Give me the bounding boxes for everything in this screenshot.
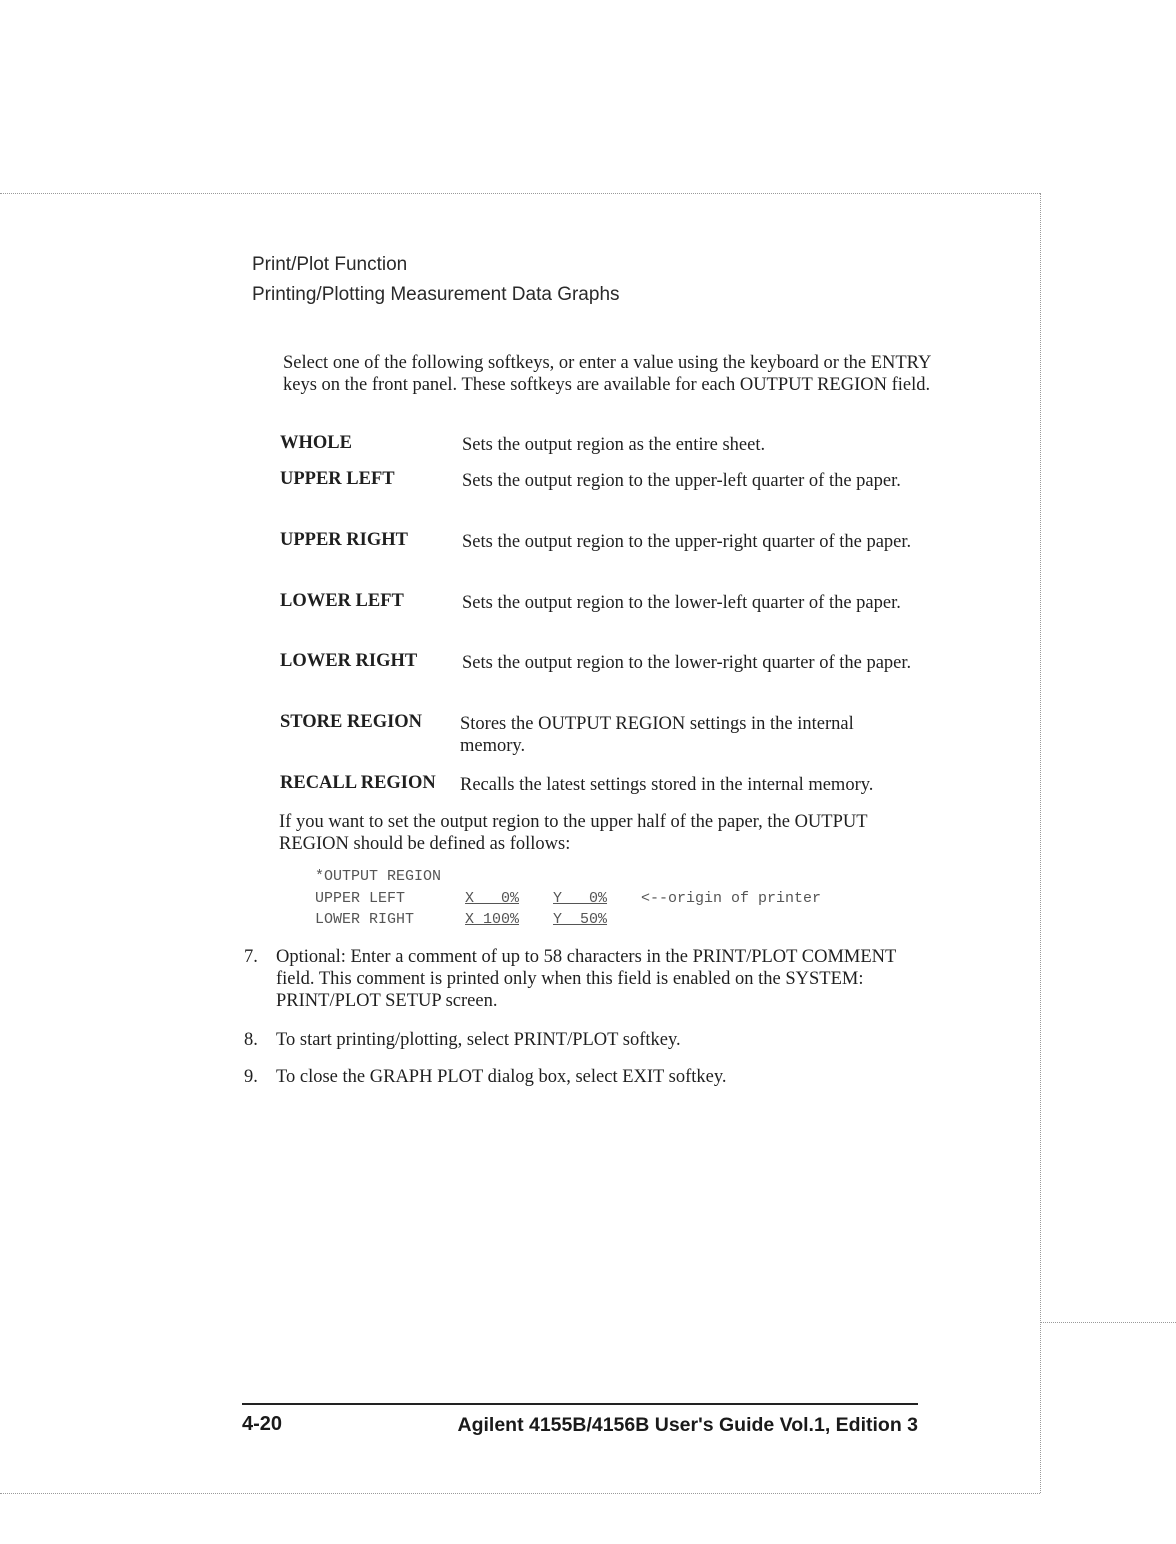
code-y-value: Y 0% — [553, 890, 608, 907]
softkey-description: Sets the output region as the entire sheet. — [462, 435, 766, 455]
softkey-description: Sets the output region to the lower-right quarter of the paper. — [462, 653, 912, 673]
softkey-description: Recalls the latest settings stored in the internal memory. — [460, 775, 874, 795]
subsection-title: Printing/Plotting Measurement Data Graphs — [252, 284, 620, 305]
code-x-value: X 0% — [465, 890, 520, 907]
softkey-description: Sets the output region to the upper-left quarter of the paper. — [462, 471, 901, 491]
step-text: Optional: Enter a comment of up to 58 characters in the PRINT/PLOT COMMENT field. This comment is printed only when this field is enabled on the SYSTEM: PRINT/PLOT SETUP screen. — [276, 947, 896, 1011]
softkey-description: Sets the output region to the lower-left quarter of the paper. — [462, 593, 901, 613]
page-number: 4-20 — [242, 1413, 283, 1435]
softkey-term: UPPER RIGHT — [280, 530, 408, 550]
softkey-description: Stores the OUTPUT REGION settings in the internal memory. — [460, 714, 854, 756]
softkey-term: LOWER LEFT — [280, 591, 404, 611]
code-label: LOWER RIGHT — [315, 911, 415, 928]
softkey-term: LOWER RIGHT — [280, 651, 418, 671]
code-note: <--origin of printer — [641, 890, 822, 907]
example-paragraph: If you want to set the output region to the upper half of the paper, the OUTPUT REGION should be defined as follows: — [279, 812, 868, 854]
intro-paragraph: Select one of the following softkeys, or enter a value using the keyboard or the ENTRY keys on the front panel. These softkeys are available for each OUTPUT REGION field. — [283, 353, 931, 395]
code-y-value: Y 50% — [553, 911, 608, 928]
code-x-value: X 100% — [465, 911, 520, 928]
page-edge-bottom — [0, 1493, 1040, 1494]
softkey-term: STORE REGION — [280, 712, 423, 732]
code-label: UPPER LEFT — [315, 890, 406, 907]
page-edge-top — [0, 193, 1040, 194]
section-title: Print/Plot Function — [252, 254, 408, 275]
softkey-description: Sets the output region to the upper-right quarter of the paper. — [462, 532, 912, 552]
code-row-lower-right — [315, 911, 641, 928]
step-number: 7. — [244, 947, 258, 967]
footer-title: Agilent 4155B/4156B User's Guide Vol.1, Edition 3 — [457, 1414, 918, 1436]
step-number: 9. — [244, 1067, 258, 1087]
step-number: 8. — [244, 1030, 258, 1050]
step-text: To start printing/plotting, select PRINT/PLOT softkey. — [276, 1030, 681, 1050]
page-edge-right — [1040, 193, 1041, 1493]
code-row-upper-left — [315, 890, 821, 907]
footer-rule — [242, 1403, 918, 1405]
softkey-term: UPPER LEFT — [280, 469, 395, 489]
page-edge-right-tab — [1040, 1322, 1176, 1323]
softkey-term: WHOLE — [280, 433, 352, 453]
code-heading: *OUTPUT REGION — [315, 868, 442, 885]
softkey-term: RECALL REGION — [280, 773, 436, 793]
step-text: To close the GRAPH PLOT dialog box, select EXIT softkey. — [276, 1067, 727, 1087]
